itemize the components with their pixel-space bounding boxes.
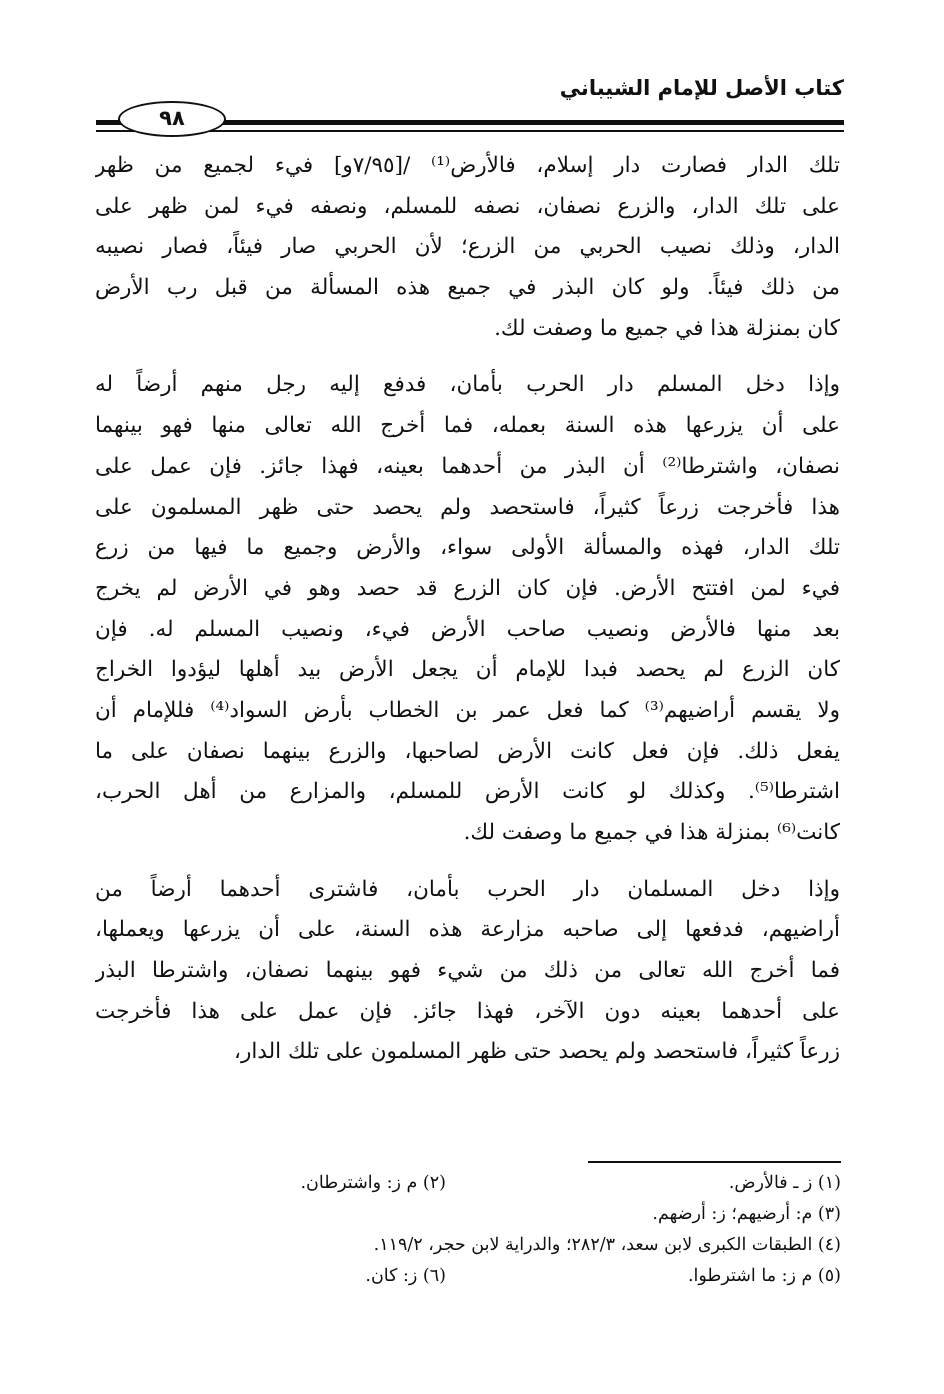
text-line: كان الزرع لم يحصد فبدا للإمام أن يجعل الأرض بيد أهلها ليؤدوا الخراج [95, 657, 840, 683]
text-line: على أن يزرعها هذه السنة بعمله، فما أخرج الله تعالى منها فهو بينهما [95, 413, 840, 439]
text-line: بعد منها فالأرض ونصيب صاحب الأرض فيء، ونصيب المسلم له. فإن [95, 616, 840, 642]
text-line: كان بمنزلة هذا في جميع ما وصفت لك. [494, 315, 840, 341]
footnote-row [95, 1199, 841, 1230]
paragraph-3 [95, 870, 840, 1073]
footnote: (٦) ز: كان. [365, 1266, 446, 1286]
text-line: هذا فأخرجت زرعاً كثيراً، فاستحصد ولم يحصد حتى ظهر المسلمون على [95, 494, 840, 520]
text-line: تلك الدار، فهذه والمسألة الأولى سواء، والأرض وجميع ما فيها من زرع [95, 535, 840, 561]
text-line: يفعل ذلك. فإن فعل كانت الأرض لصاحبها، والزرع بينهما نصفان على ما [95, 738, 840, 764]
text-line: على أحدهما بعينه دون الآخر، فهذا جائز. فإن عمل على هذا فأخرجت [95, 998, 840, 1024]
footnotes [95, 1168, 841, 1292]
footnote: (١) ز ـ فالأرض. [728, 1173, 841, 1193]
text-line: من ذلك فيئاً. ولو كان البذر في جميع هذه المسألة من قبل رب الأرض [95, 275, 840, 301]
text-line: كانت⁽⁶⁾ بمنزلة هذا في جميع ما وصفت لك. [463, 820, 840, 845]
footnote-row [95, 1168, 841, 1199]
text-line: وإذا دخل المسلم دار الحرب بأمان، فدفع إليه رجل منهم أرضاً له [95, 372, 840, 398]
text-line: وإذا دخل المسلمان دار الحرب بأمان، فاشترى أحدهما أرضاً من [95, 876, 840, 902]
paragraph-2 [95, 365, 840, 853]
text-line: أراضيهم، فدفعها إلى صاحبه مزارعة هذه السنة، على أن يزرعها ويعملها، [95, 917, 840, 943]
text-line: نصفان، واشترطا⁽²⁾ أن البذر من أحدهما بعينه، فهذا جائز. فإن عمل على [95, 453, 840, 479]
text-line: فما أخرج الله تعالى من ذلك من شيء فهو بينهما نصفان، واشترطا البذر [95, 958, 840, 984]
running-title: كتاب الأصل للإمام الشيباني [559, 76, 844, 100]
page-number: ٩٨ [118, 101, 226, 137]
text-line: فيء لمن افتتح الأرض. فإن كان الزرع قد حصد وهو في الأرض لم يخرج [95, 575, 840, 601]
footnote-separator [588, 1161, 841, 1163]
footnote: (٤) الطبقات الكبرى لابن سعد، ٢٨٢/٣؛ والدراية لابن حجر، ١١٩/٢. [373, 1235, 841, 1255]
text-line: تلك الدار فصارت دار إسلام، فالأرض⁽¹⁾ /[٧/٩٥و] فيء لجميع من ظهر [95, 153, 840, 178]
footnote: (٢) م ز: واشترطان. [300, 1173, 446, 1193]
text-line: زرعاً كثيراً، فاستحصد ولم يحصد حتى ظهر المسلمون على تلك الدار، [234, 1039, 840, 1065]
body-text [95, 146, 840, 1089]
text-line: ولا يقسم أراضيهم⁽³⁾ كما فعل عمر بن الخطاب بأرض السواد⁽⁴⁾ فللإمام أن [95, 697, 840, 723]
text-line: على تلك الدار، والزرع نصفان، نصفه للمسلم، ونصفه فيء لمن ظهر على [95, 193, 840, 219]
footnote: (٣) م: أرضيهم؛ ز: أرضهم. [652, 1204, 841, 1224]
footnote: (٥) م ز: ما اشترطوا. [687, 1266, 841, 1286]
paragraph-1 [95, 146, 840, 349]
text-line: الدار، وذلك نصيب الحربي من الزرع؛ لأن الحربي صار فيئاً، فصار نصيبه [95, 234, 840, 260]
footnote-row [95, 1261, 841, 1292]
text-line: اشترطا⁽⁵⁾. وكذلك لو كانت الأرض للمسلم، والمزارع من أهل الحرب، [95, 779, 840, 805]
footnote-row [95, 1230, 841, 1261]
